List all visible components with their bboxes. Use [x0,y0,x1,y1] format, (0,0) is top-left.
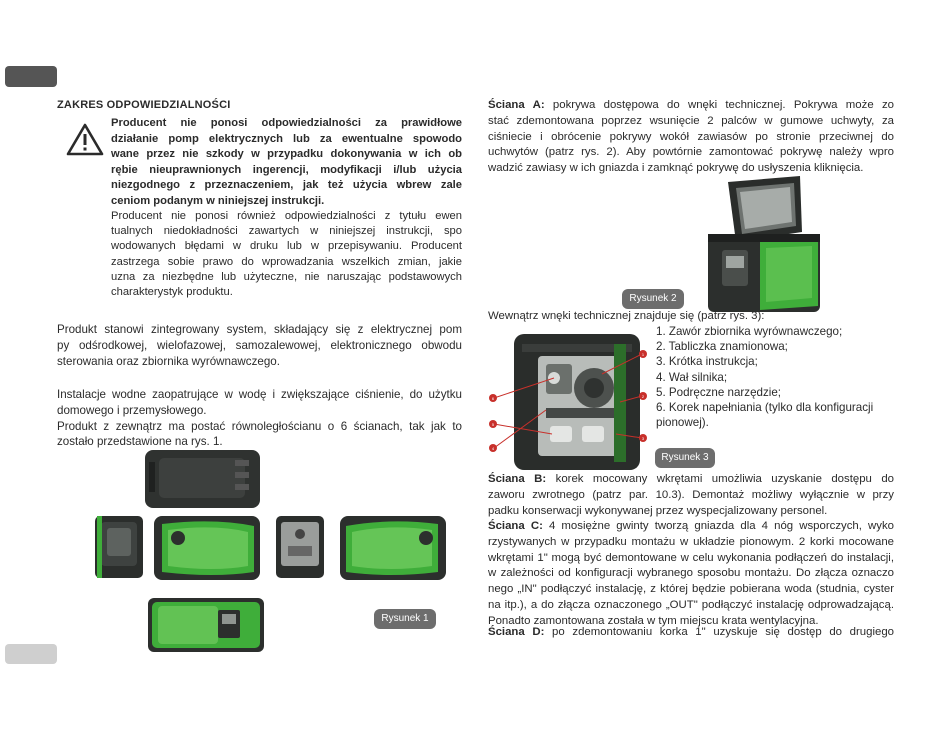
wall-a-text: pokrywa dostępowa do wnęki technicznej. Pokrywa może zo [544,99,894,111]
wall-a-line: wadzić zawiasy w ich gniazda i zamknąć pokrywę do usłyszenia kliknięcia. [488,162,864,175]
warning-bold-line: wane przez nie szkody w przypadku dokonywania w ich ob [111,148,462,160]
warning-bold-text [111,116,462,209]
wall-d-label: Ściana D: [488,626,545,638]
warning-normal-line: charakterystyk produktu. [111,286,233,299]
wall-d-line [488,625,894,641]
wall-c-line: nego „IN" podłączyć instalację, z której będzie pobierana woda (studnia, cyster [488,583,894,596]
page-tab-top [5,66,57,87]
compartment-item: 5. Podręczne narzędzie; [656,385,782,399]
side-view-left [154,516,260,580]
wall-b-label: Ściana B: [488,473,547,485]
figure-2-caption: Rysunek 2 [622,289,684,309]
wall-b-line: zaworu zwrotnego (patrz par. 10.3). Demontaż możliwy wyłącznie w przy [488,488,894,501]
wall-a-description [488,98,894,177]
warning-bold-line: niezgodnego z przeznaczeniem, jak też użycia wbrew zale [111,179,462,191]
wall-b-line [488,472,894,488]
compartment-item: 2. Tabliczka znamionowa; [656,340,788,354]
wall-c-text: 4 mosiężne gwinty tworzą gniazda dla 4 nóg wsporczych, wyko [542,520,894,532]
product-description-line: py odśrodkowej, wielofazowej, samozalewowej, elektronicznego obwodu [57,338,462,352]
warning-bold-line: ceniom podanym w niniejszej instrukcji. [111,194,325,207]
application-description [57,387,462,450]
wall-c-line: na itp.), a do złącza oznaczonego „OUT" podłączyć instalację odprowadzającą. [488,598,894,611]
wall-c-line: w zależności od konfiguracji wybranego sposobu montażu. Do złącza oznaczo [488,567,894,580]
compartment-item: 4. Wał silnika; [656,370,728,384]
product-description-line: Produkt stanowi zintegrowany system, składający się z elektrycznej pom [57,323,462,336]
figure-3-technical-compartment [486,330,652,474]
warning-normal-line: zastrzega sobie prawo do wprowadzania wszelkich zmian, jakie [111,255,462,268]
fig3-marker-2-label: 2 [641,394,645,399]
warning-normal-text [111,209,462,300]
back-view [276,516,324,578]
wall-c-line: rzystywanych w przypadku montażu w układzie pionowym. 2 korki mocowane [488,535,894,548]
warning-bold-line: działanie pomp elektrycznych lub za ewentualne spowodo [111,132,462,145]
compartment-contents-list [656,324,873,430]
application-line: Produkt z zewnątrz ma postać równoległościanu o 6 ścianach, tak jak to [57,419,462,433]
warning-normal-line: tualnych niedokładności zawartych w niniejszej instrukcji, spo [111,225,462,238]
compartment-item: 6. Korek napełniania (tylko dla konfiguracji [656,401,874,415]
warning-normal-line: Producent nie ponosi również odpowiedzialności z tytułu ewen [111,210,462,222]
wall-c-label: Ściana C: [488,520,543,532]
wall-a-label: Ściana A: [488,99,545,111]
wall-c-line: wkrętami 1" mogą być demontowane w celu wykonania podłączeń do instalacji, [488,551,894,564]
wall-b-description [488,472,894,519]
section-heading: ZAKRES ODPOWIEDZIALNOŚCI [57,99,231,111]
page-tab-bottom [5,644,57,664]
warning-bold-line: rębie nieuprawnionych ingerencji, modyfikacji i/lub użycia [111,163,462,176]
fig3-marker-3-label: 3 [641,436,645,441]
inside-intro: Wewnątrz wnęki technicznej znajduje się (patrz rys. 3): [488,310,765,322]
bottom-view [148,598,264,652]
application-line: Instalacje wodne zaopatrujące w wodę i zwiększające ciśnienie, do użytku [57,388,462,401]
wall-a-line: uchwytów (patrz rys. 2). Aby powtórnie zamontować pokrywę należy wpro [488,146,894,159]
wall-b-text: korek mocowany wkrętami umożliwia uzyskanie dostępu do [546,473,894,485]
fig3-marker-4-label: 4 [491,446,495,451]
wall-a-line [488,98,894,114]
wall-d-description [488,625,894,641]
warning-normal-line: uzna za niezbędne lub użyteczne, nie naruszając podstawowych [111,270,462,283]
application-line: zostało przedstawione na rys. 1. [57,435,223,449]
wall-c-description [488,519,894,630]
wall-b-line: padku konserwacji wykonywanej przez wyspecjalizowany personel. [488,504,828,517]
warning-icon [66,123,104,156]
figure-2-open-cover [700,176,830,314]
fig3-marker-1-label: 1 [641,352,645,357]
application-line: domowego i przemysłowego. [57,403,207,417]
wall-c-line: Ponadto zamontowana została w tym miejscu krata wentylacyjna. [488,614,819,627]
front-view [95,516,143,578]
wall-a-line: stać zdemontowana poprzez wsunięcie 2 palców w gumowe uchwyty, za [488,114,894,127]
warning-normal-line: wodowanych błędami w druku lub w przepisywaniu. Producent [111,240,462,253]
top-view [145,450,260,508]
compartment-item: pionowej). [656,416,709,430]
wall-d-text: po zdemontowaniu korka 1" uzyskuje się dostęp do drugiego [544,626,895,638]
fig3-marker-6-label: 6 [491,396,495,401]
compartment-item: 3. Krótka instrukcja; [656,355,758,369]
product-description [57,322,462,369]
product-description-line: sterowania oraz zbiornika wyrównawczego. [57,354,280,368]
figure-3-caption: Rysunek 3 [655,448,715,468]
wall-a-line: ciśniecie i obrócenie pokrywy wokół zawiasów po stronie przeciwnej do [488,130,894,143]
wall-c-line [488,519,894,535]
compartment-item: 1. Zawór zbiornika wyrównawczego; [656,325,843,338]
warning-bold-line: Producent nie ponosi odpowiedzialności za prawidłowe [111,117,462,129]
figure-1-caption: Rysunek 1 [374,609,436,629]
fig3-marker-5-label: 5 [491,422,495,427]
side-view-right [340,516,446,580]
